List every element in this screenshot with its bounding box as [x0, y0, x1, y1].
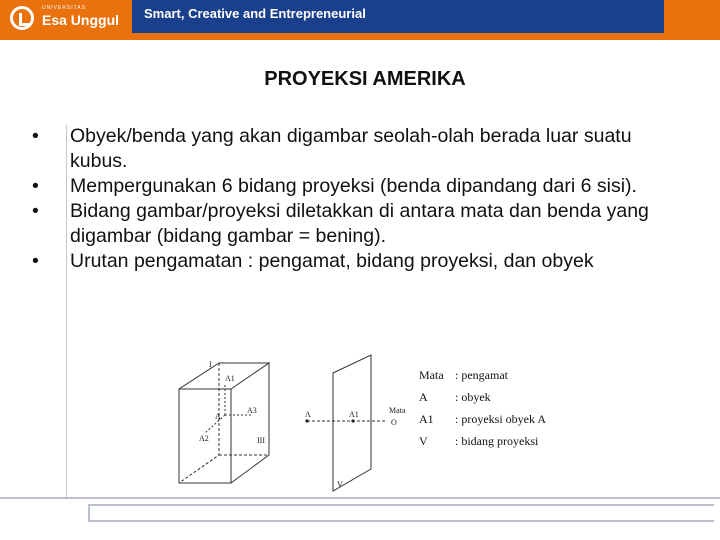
logo-name: Esa Unggul	[42, 12, 120, 28]
bullet-marker: •	[32, 250, 39, 272]
tagline-bar	[132, 0, 664, 33]
logo-small-text: UNIVERSITAS	[42, 5, 86, 11]
bullet-item	[32, 199, 672, 249]
bullet-text: Obyek/benda yang akan digambar seolah-olah berada luar suatu kubus.	[70, 125, 632, 172]
footer-divider	[0, 497, 720, 499]
label-roman-i: I	[209, 360, 212, 369]
legend-value: : proyeksi obyek A	[455, 412, 546, 426]
label-a: A	[215, 412, 221, 421]
label-plane-a1: A1	[349, 410, 359, 419]
bullet-text: Bidang gambar/proyeksi diletakkan di antara mata dan benda yang digambar (bidang gambar = bening).	[70, 200, 649, 247]
label-roman-iii: III	[257, 436, 265, 445]
label-a3: A3	[247, 406, 257, 415]
legend-value: : obyek	[455, 390, 491, 404]
projection-figure	[173, 351, 565, 497]
bullet-marker: •	[32, 175, 39, 197]
legend-key: A	[419, 390, 428, 404]
object-point	[305, 419, 308, 422]
legend-value: : bidang proyeksi	[455, 434, 539, 448]
label-v: V	[337, 480, 343, 489]
legend-key: A1	[419, 412, 434, 426]
bullet-item	[32, 174, 672, 199]
label-o: O	[391, 418, 397, 427]
label-plane-a: A	[305, 410, 311, 419]
slide-title: PROYEKSI AMERIKA	[264, 68, 466, 90]
plane-labels	[305, 406, 406, 489]
label-a1: A1	[225, 374, 235, 383]
bullet-list	[32, 124, 672, 274]
cube-top-face	[179, 363, 269, 389]
cube-hidden-edge	[179, 363, 219, 483]
bullet-text: Urutan pengamatan : pengamat, bidang proyeksi, dan obyek	[70, 250, 594, 272]
bullet-item	[32, 124, 672, 174]
legend-key: Mata	[419, 368, 444, 382]
figure-legend	[419, 368, 546, 448]
legend-value: : pengamat	[455, 368, 508, 382]
bullet-text: Mempergunakan 6 bidang proyeksi (benda dipandang dari 6 sisi).	[70, 175, 637, 197]
projected-point	[351, 419, 354, 422]
footer-bar	[88, 504, 714, 522]
projection-diagram	[173, 351, 565, 497]
label-a2: A2	[199, 434, 209, 443]
university-logo[interactable]	[4, 0, 132, 38]
legend-key: V	[419, 434, 428, 448]
bullet-marker: •	[32, 200, 39, 222]
tagline: Smart, Creative and Entrepreneurial	[144, 6, 366, 21]
projection-plane	[307, 355, 385, 491]
plane-outline	[333, 355, 371, 491]
header-band	[0, 0, 720, 40]
projection-cube	[179, 363, 269, 483]
bullet-item	[32, 249, 672, 274]
cube-right-edge	[231, 363, 269, 483]
logo-emblem-icon	[10, 6, 34, 30]
bullet-marker: •	[32, 125, 39, 147]
label-mata: Mata	[389, 406, 406, 415]
